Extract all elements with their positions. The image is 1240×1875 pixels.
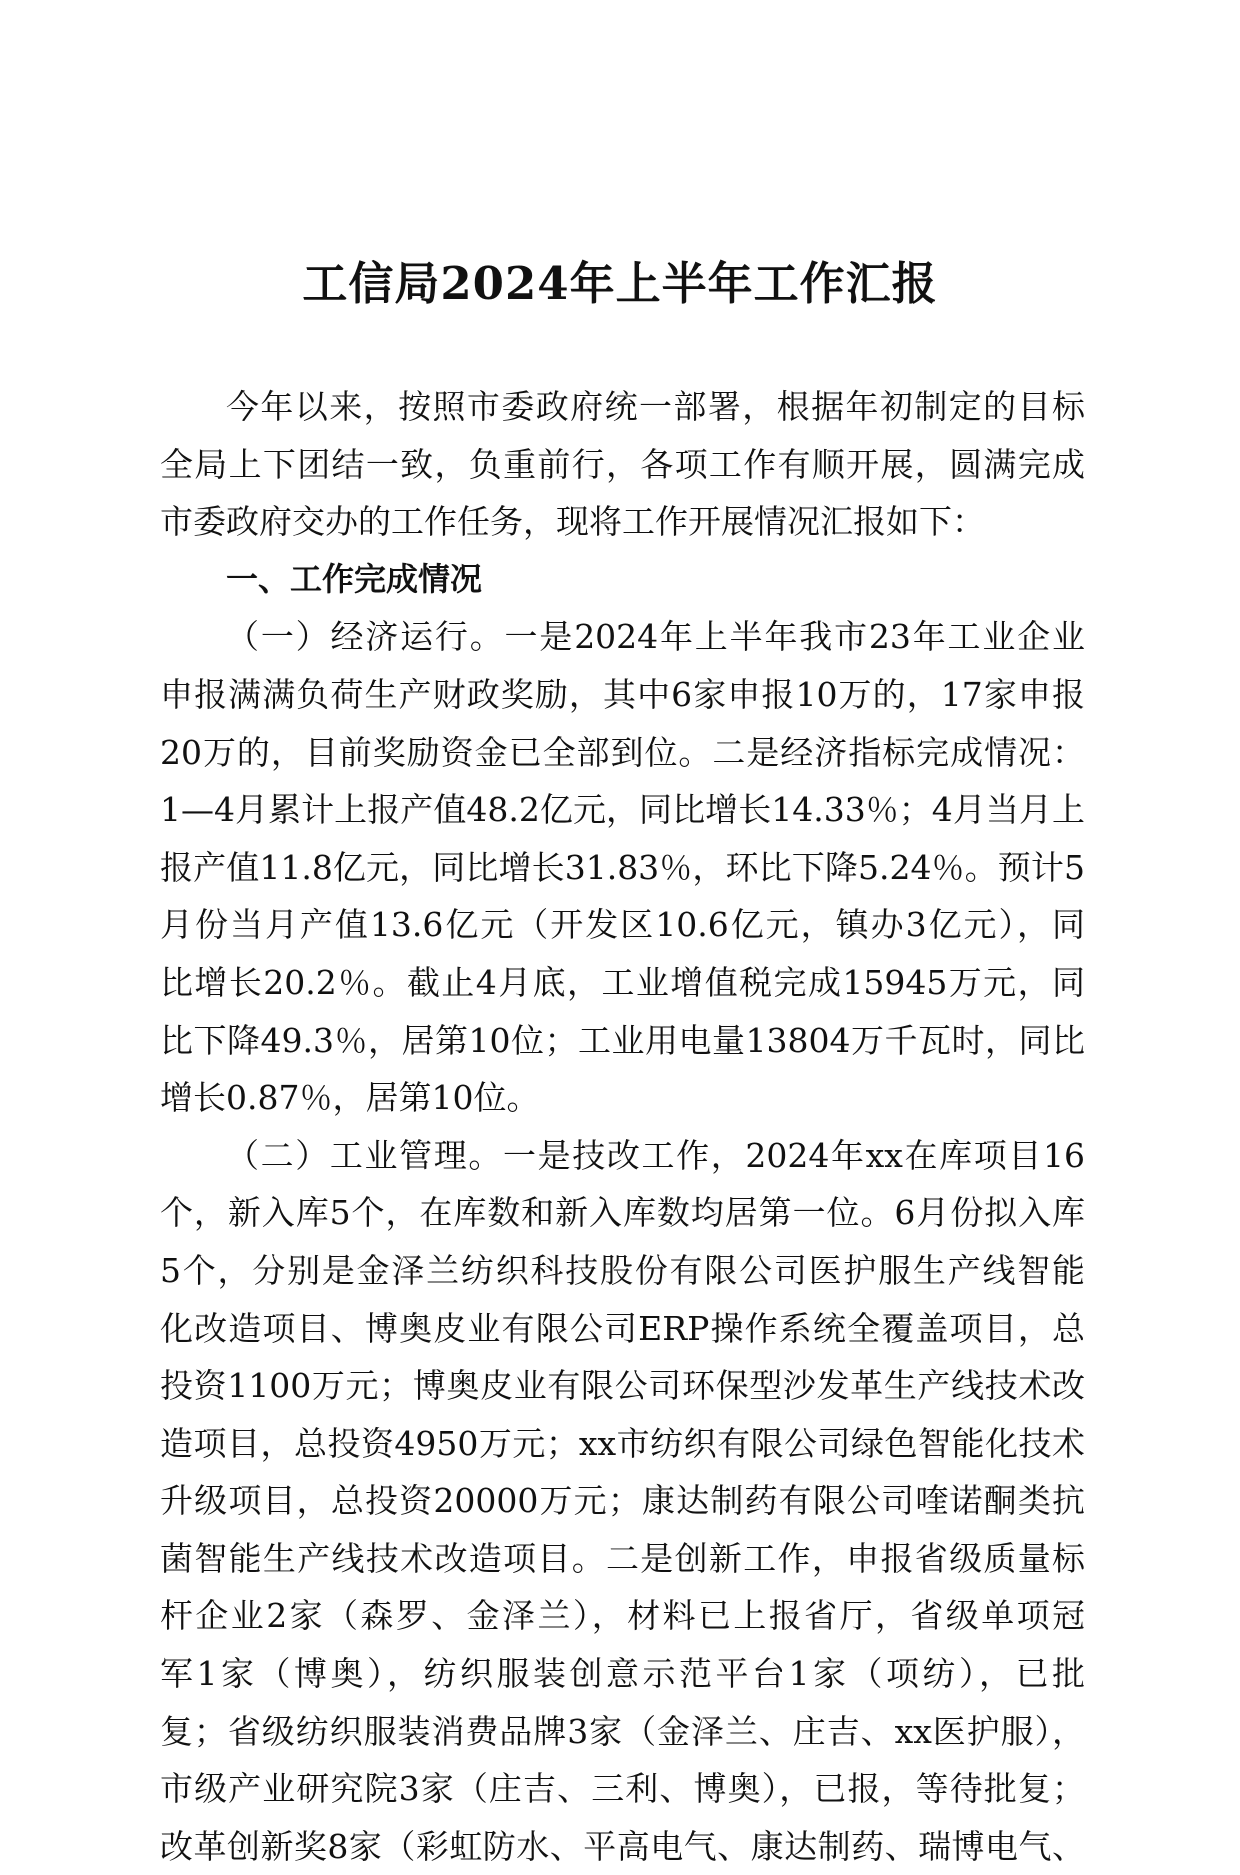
paragraph-line: 升级项目，总投资20000万元；康达制药有限公司喹诺酮类抗 bbox=[160, 1481, 1085, 1521]
paragraph-line: 5个，分别是金泽兰纺织科技股份有限公司医护服生产线智能 bbox=[160, 1250, 1085, 1290]
paragraph-line: 市委政府交办的工作任务，现将工作开展情况汇报如下： bbox=[160, 502, 985, 542]
paragraph-line: 报产值11.8亿元，同比增长31.83％，环比下降5.24％。预计5 bbox=[160, 847, 1085, 887]
paragraph-line: 菌智能生产线技术改造项目。二是创新工作，申报省级质量标 bbox=[160, 1538, 1085, 1578]
paragraph-line: 军1家（博奥），纺织服装创意示范平台1家（项纺），已批 bbox=[160, 1654, 1085, 1694]
paragraph-line: 增长0.87％，居第10位。 bbox=[160, 1078, 540, 1118]
document-body bbox=[160, 378, 1085, 1875]
paragraph-line: 市级产业研究院3家（庄吉、三利、博奥），已报，等待批复； bbox=[160, 1769, 1085, 1809]
paragraph-line: 投资1100万元；博奥皮业有限公司环保型沙发革生产线技术改 bbox=[160, 1366, 1085, 1406]
paragraph-line: 比下降49.3％，居第10位；工业用电量13804万千瓦时，同比 bbox=[160, 1020, 1085, 1060]
document-title: 工信局2024年上半年工作汇报 bbox=[302, 257, 938, 310]
paragraph-line: 化改造项目、博奥皮业有限公司ERP操作系统全覆盖项目，总 bbox=[160, 1308, 1085, 1348]
paragraph-line: 1—4月累计上报产值48.2亿元，同比增长14.33％；4月当月上 bbox=[160, 790, 1085, 830]
paragraph-line: 杆企业2家（森罗、金泽兰），材料已上报省厅，省级单项冠 bbox=[160, 1596, 1085, 1636]
paragraph-line: 20万的，目前奖励资金已全部到位。二是经济指标完成情况： bbox=[160, 732, 1085, 772]
paragraph-line: 造项目，总投资4950万元；xx市纺织有限公司绿色智能化技术 bbox=[160, 1423, 1085, 1463]
paragraph-line: 全局上下团结一致，负重前行，各项工作有顺开展，圆满完成 bbox=[160, 444, 1085, 484]
paragraph-line: 月份当月产值13.6亿元（开发区10.6亿元，镇办3亿元），同 bbox=[160, 905, 1085, 945]
section-heading: 一、工作完成情况 bbox=[226, 559, 483, 598]
paragraph-line: 个，新入库5个，在库数和新入库数均居第一位。6月份拟入库 bbox=[160, 1193, 1085, 1233]
paragraph-line: 申报满满负荷生产财政奖励，其中6家申报10万的，17家申报 bbox=[160, 674, 1085, 714]
paragraph-line: 复；省级纺织服装消费品牌3家（金泽兰、庄吉、xx医护服）， bbox=[160, 1711, 1085, 1751]
paragraph-line: 比增长20.2％。截止4月底，工业增值税完成15945万元，同 bbox=[160, 962, 1085, 1002]
paragraph-line: 改革创新奖8家（彩虹防水、平高电气、康达制药、瑞博电气、 bbox=[160, 1826, 1085, 1866]
paragraph-line: （一）经济运行。一是2024年上半年我市23年工业企业 bbox=[226, 617, 1085, 657]
paragraph-line: （二）工业管理。一是技改工作，2024年xx在库项目16 bbox=[226, 1135, 1085, 1175]
paragraph-line: 今年以来，按照市委政府统一部署，根据年初制定的目标 bbox=[226, 387, 1085, 426]
